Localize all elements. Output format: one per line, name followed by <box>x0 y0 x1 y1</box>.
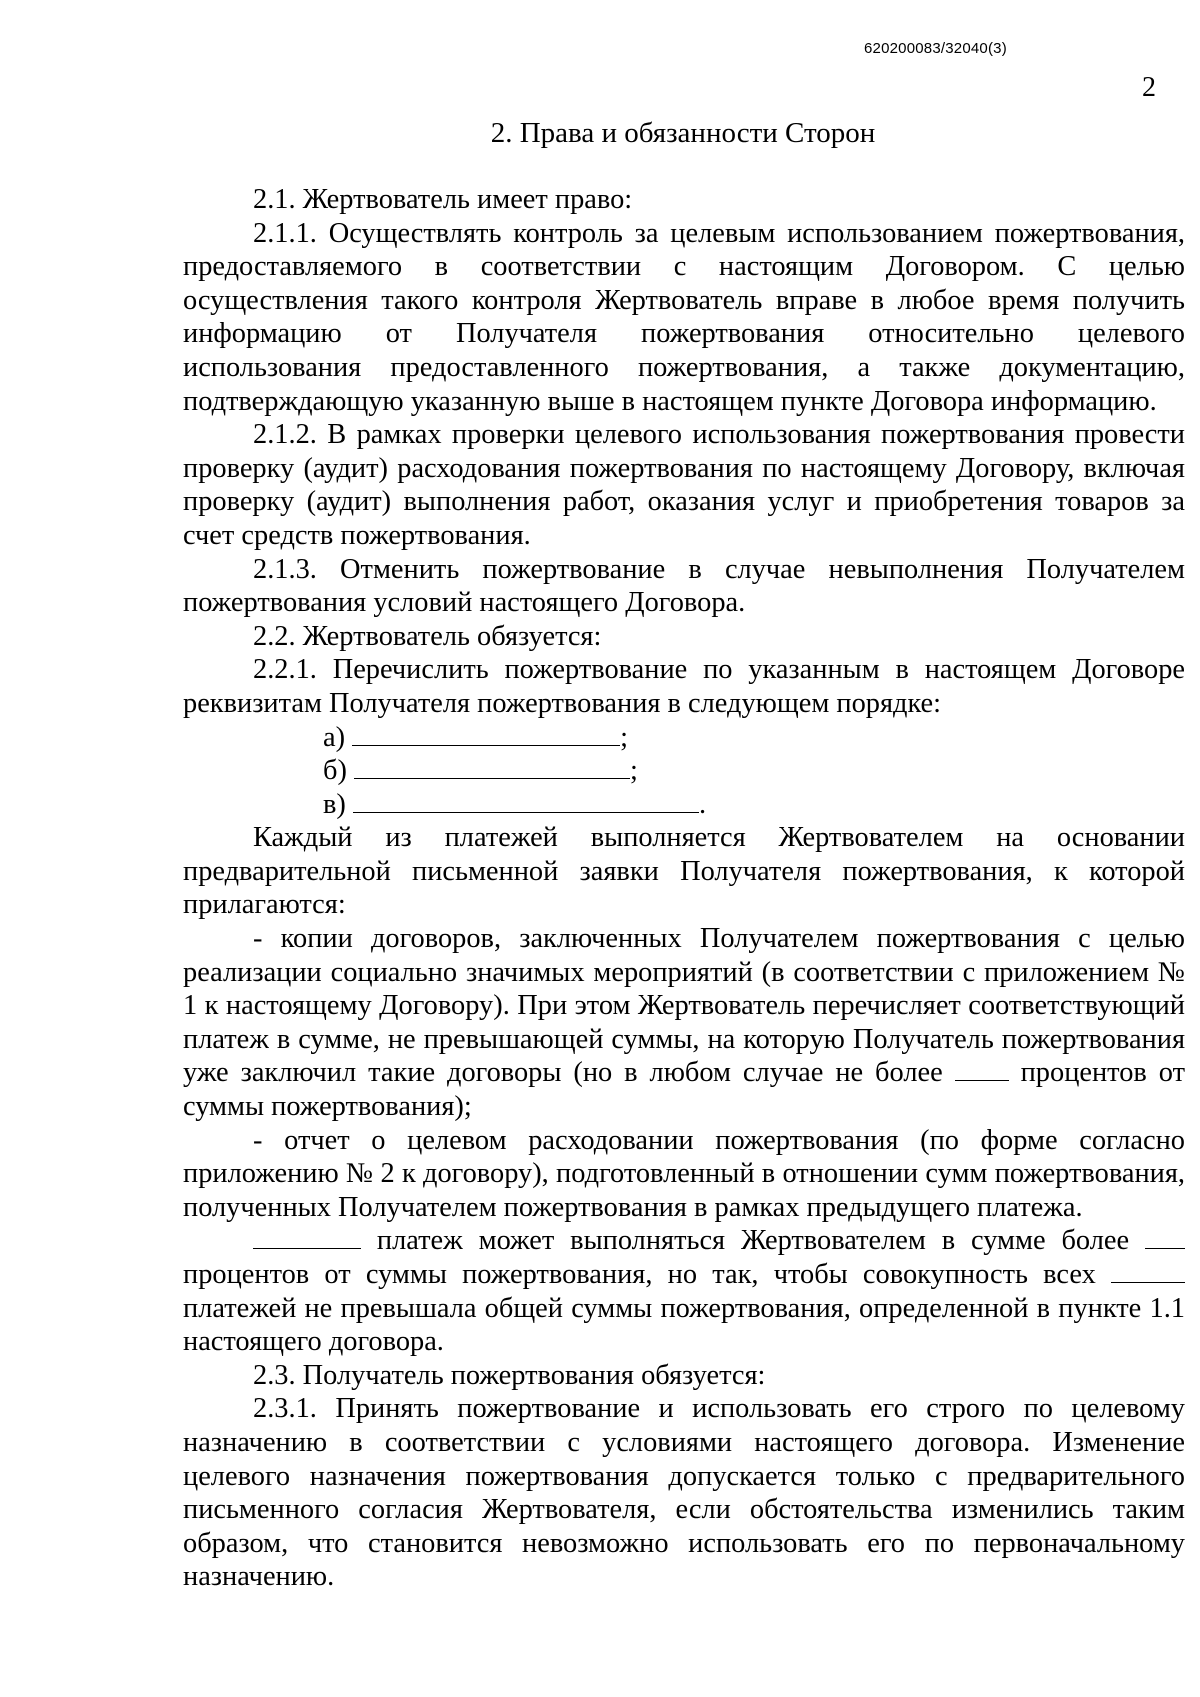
payment-limit-text-c: платежей не превышала общей суммы пожертвования, определенной в пункте 1.1 настоящего договора. <box>183 1292 1185 1358</box>
payment-limit-paragraph <box>183 1224 1185 1358</box>
payment-limit-text-b: процентов от суммы пожертвования, но так, чтобы совокупность всех <box>183 1259 1096 1290</box>
percent-blank-2 <box>1145 1224 1185 1249</box>
clause-2-3: 2.3. Получатель пожертвования обязуется: <box>253 1359 766 1391</box>
clause-2-1-3: 2.1.3. Отменить пожертвование в случае невыполнения Получателем пожертвования условий настоящего Договора. <box>183 553 1185 619</box>
contract-copies-text-end: процентов от суммы пожертвования); <box>183 1057 1185 1123</box>
payment-number-blank <box>253 1224 361 1249</box>
blank-line-a <box>352 721 620 746</box>
clause-2-2-1: 2.2.1. Перечислить пожертвование по указанным в настоящем Договоре реквизитам Получателя пожертвования в следующем порядке: <box>183 654 1185 719</box>
clause-2-1-1: 2.1.1. Осуществлять контроль за целевым использованием пожертвования, предоставляемого в соответствии с настоящим Договором. С целью осуществления такого контроля Жертвователь вправе в любое время получить информацию от Получателя пожертвования относительно целевого использования предоставленного пожертвования, а также документацию, подтверждающую указанную выше в настоящем пункте Договора информацию. <box>183 217 1185 417</box>
clause-2-1: 2.1. Жертвователь имеет право: <box>253 184 633 215</box>
document-body <box>183 183 1185 1594</box>
clause-2-2: 2.2. Жертвователь обязуется: <box>253 620 602 652</box>
payment-item-a <box>183 721 1185 755</box>
payment-item-b <box>183 754 1185 788</box>
report-paragraph: - отчет о целевом расходовании пожертвования (по форме согласно приложению № 2 к договору), подготовленный в отношении сумм пожертвования, полученных Получателем пожертвования в рамках предыдущего платежа. <box>183 1124 1185 1223</box>
percent-blank-1 <box>955 1056 1009 1081</box>
payment-item-v <box>183 788 1185 822</box>
payments-paragraph: Каждый из платежей выполняется Жертвователем на основании предварительной письменной заявки Получателя пожертвования, к которой прилагаются: <box>183 822 1185 921</box>
payment-item-b-end: ; <box>630 755 638 787</box>
payment-item-a-label: а) <box>323 721 346 753</box>
page-number: 2 <box>1142 72 1156 103</box>
payment-item-a-end: ; <box>620 721 629 753</box>
contract-copies-paragraph <box>183 922 1185 1124</box>
payment-item-v-end: . <box>698 788 707 820</box>
clause-2-1-2: 2.1.2. В рамках проверки целевого использования пожертвования провести проверку (аудит) расходования пожертвования по настоящему Договору, включая проверку (аудит) выполнения работ, оказания услуг и приобретения товаров за счет средств пожертвования. <box>183 419 1185 551</box>
clause-2-3-1: 2.3.1. Принять пожертвование и использовать его строго по целевому назначению в соответствии с условиями настоящего договора. Изменение целевого назначения пожертвования допускается только с предварительного письменного согласия Жертвователя, если обстоятельства изменились таким образом, что становится невозможно использовать его по первоначальному назначению. <box>183 1393 1185 1593</box>
blank-line-b <box>354 754 630 779</box>
section-title: 2. Права и обязанности Сторон <box>490 117 876 149</box>
payments-count-blank <box>1111 1258 1185 1283</box>
payment-item-b-label: б) <box>323 755 347 787</box>
contract-copies-text: - копии договоров, заключенных Получателем пожертвования с целью реализации социально значимых мероприятий (в соответствии с приложением № 1 к настоящему Договору). При этом Жертвователь перечисляет соответствующий платеж в сумме, не превышающей суммы, на которую Получатель пожертвования уже заключил такие договоры (но в любом случае не более <box>183 923 1185 1089</box>
payment-item-v-label: в) <box>323 788 346 820</box>
payment-limit-text-a: платеж может выполняться Жертвователем в сумме более <box>376 1225 1130 1257</box>
blank-line-v <box>353 788 699 813</box>
document-code: 620200083/32040(3) <box>864 40 1007 57</box>
